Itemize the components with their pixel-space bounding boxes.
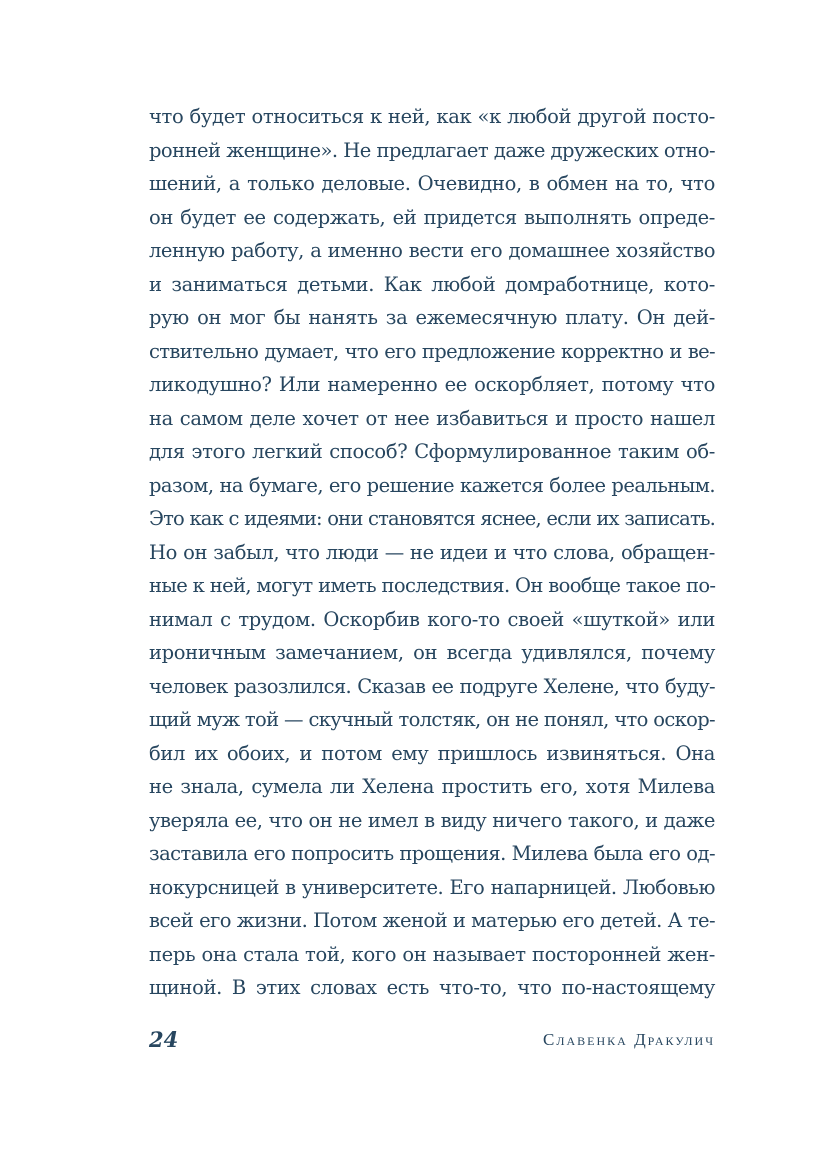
text-line: нокурсницей в университете. Его напарницей. Любовью — [149, 875, 715, 899]
text-line: нимал с трудом. Оскорбив кого-то своей «шуткой» или — [149, 607, 715, 631]
text-line: ликодушно? Или намеренно ее оскорбляет, потому что — [149, 373, 715, 396]
text-line: щиной. В этих словах есть что-то, что по-настоящему — [149, 976, 715, 999]
text-line: человек разозлился. Сказав ее подруге Хелене, что буду- — [149, 674, 715, 698]
text-line: ные к ней, могут иметь последствия. Он вообще такое по- — [149, 574, 716, 597]
text-line: бил их обоих, и потом ему пришлось извиняться. Она — [149, 741, 715, 765]
text-line: заставила его попросить прощения. Милева была его од- — [149, 842, 715, 865]
text-line: для этого легкий способ? Сформулированное таким об- — [149, 440, 715, 463]
running-head-author: Славенка Дракулич — [543, 1030, 715, 1049]
text-line: щий муж той — скучный толстяк, он не понял, что оскор- — [149, 708, 715, 731]
text-line: он будет ее содержать, ей придется выполнять опреде- — [149, 205, 715, 229]
text-line: уверяла ее, что он не имел в виду ничего такого, и даже — [149, 808, 715, 832]
page-footer — [149, 1026, 715, 1054]
text-line: Это как с идеями: они становятся яснее, если их записать. — [149, 507, 715, 530]
text-line: на самом деле хочет от нее избавиться и просто нашел — [149, 406, 715, 430]
text-line: не знала, сумела ли Хелена простить его, хотя Милева — [149, 775, 715, 798]
text-line: шений, а только деловые. Очевидно, в обмен на то, что — [149, 172, 715, 195]
text-line: ленную работу, а именно вести его домашнее хозяйство — [149, 239, 715, 262]
text-line: рую он мог бы нанять за ежемесячную плату. Он дей- — [149, 306, 715, 329]
text-line: перь она стала той, кого он называет посторонней жен- — [149, 942, 715, 966]
text-line: всей его жизни. Потом женой и матерью его детей. А те- — [149, 909, 715, 932]
text-line: и заниматься детьми. Как любой домработнице, кото- — [149, 272, 715, 296]
text-line: что будет относиться к ней, как «к любой другой посто- — [149, 105, 715, 128]
text-line: ронней женщине». Не предлагает даже дружеских отно- — [149, 138, 715, 162]
text-line: ироничным замечанием, он всегда удивлялся, почему — [149, 641, 715, 664]
text-line: Но он забыл, что люди — не идеи и что слова, обращен- — [149, 540, 715, 564]
body-text — [149, 100, 715, 1005]
page-number: 24 — [149, 1027, 179, 1052]
text-line: ствительно думает, что его предложение корректно и ве- — [149, 339, 715, 363]
text-line: разом, на бумаге, его решение кажется более реальным. — [149, 473, 715, 497]
